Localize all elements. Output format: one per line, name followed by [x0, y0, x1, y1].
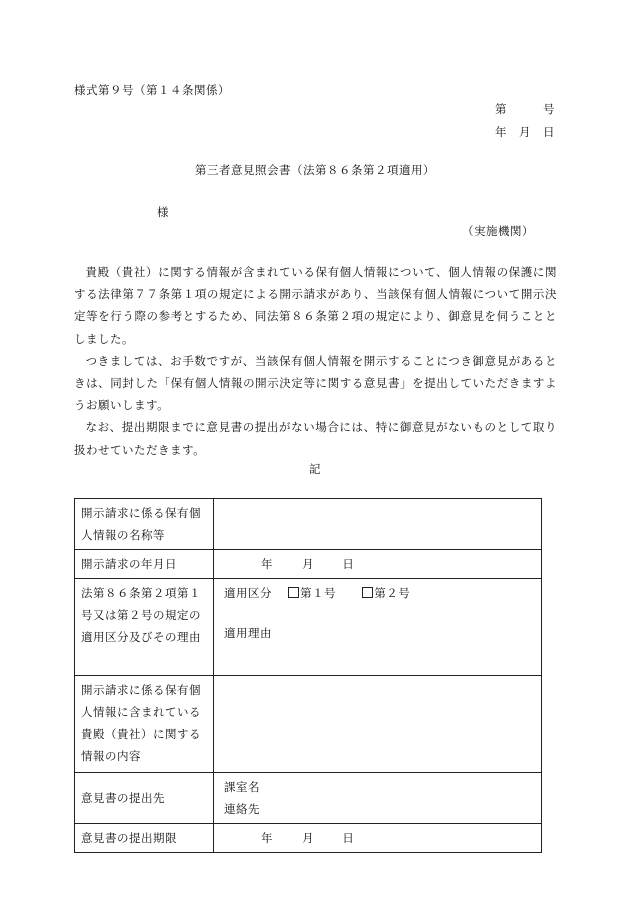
option-2-label: 第２号	[374, 586, 411, 600]
category-label: 適用区分	[224, 586, 272, 600]
table-row	[75, 499, 542, 550]
option-2[interactable]	[362, 586, 410, 600]
deadline-year: 年	[261, 831, 273, 845]
row-value-submission-deadline[interactable]	[214, 824, 542, 853]
row-label-submission-destination: 意見書の提出先	[75, 773, 214, 824]
table-row	[75, 773, 542, 824]
ki-heading: 記	[309, 462, 321, 476]
table-row	[75, 676, 542, 773]
row-label-application-category: 法第８６条第２項第１号又は第２号の規定の適用区分及びその理由	[75, 579, 214, 676]
row-label-info-name: 開示請求に係る保有個人情報の名称等	[75, 499, 214, 550]
row-label-info-content: 開示請求に係る保有個人情報に含まれている貴殿（貴社）に関する情報の内容	[75, 676, 214, 773]
date-day: 日	[543, 125, 555, 139]
request-date-year: 年	[261, 557, 273, 571]
paragraph-1: 貴殿（貴社）に関する情報が含まれている保有個人情報について、個人情報の保護に関する法律第７７条第１項の規定による開示請求があり、当該保有個人情報について開示決定等を行う際の参考とするため、同法第８６条第２項の規定により、御意見を伺うこととしました。	[74, 265, 557, 346]
deadline-month: 月	[302, 831, 315, 845]
row-label-submission-deadline: 意見書の提出期限	[75, 824, 214, 853]
implementing-agency: （実施機関）	[462, 224, 534, 238]
paragraph-2: つきましては、お手数ですが、当該保有個人情報を開示することにつき御意見があるときは、同封した「保有個人情報の開示決定等に関する意見書」を提出していただきますようお願いします。	[74, 353, 557, 413]
request-date-day: 日	[342, 557, 355, 571]
number-suffix: 号	[543, 102, 555, 116]
row-label-request-date: 開示請求の年月日	[75, 550, 214, 579]
row-value-info-content[interactable]	[214, 676, 542, 773]
number-prefix: 第	[495, 102, 507, 116]
option-1-label: 第１号	[300, 586, 337, 600]
deadline-day: 日	[342, 831, 355, 845]
form-number: 様式第９号（第１４条関係）	[74, 83, 230, 97]
option-1[interactable]	[288, 586, 336, 600]
date-month: 月	[519, 125, 531, 139]
row-value-submission-destination	[214, 773, 542, 824]
row-value-info-name[interactable]	[214, 499, 542, 550]
table-row	[75, 824, 542, 853]
contact-label: 連絡先	[224, 802, 260, 816]
request-date-month: 月	[302, 557, 315, 571]
body-text	[74, 261, 557, 461]
table-row	[75, 579, 542, 676]
date-year: 年	[495, 125, 507, 139]
addressee-suffix: 様	[157, 205, 169, 219]
reason-label: 適用理由	[224, 626, 272, 640]
document-title: 第三者意見照会書（法第８６条第２項適用）	[195, 163, 435, 177]
inquiry-table	[74, 498, 542, 853]
row-value-request-date[interactable]	[214, 550, 542, 579]
category-line	[224, 582, 531, 604]
department-label: 課室名	[224, 780, 260, 794]
row-value-application-category	[214, 579, 542, 676]
checkbox-icon[interactable]	[362, 587, 373, 598]
table-row	[75, 550, 542, 579]
checkbox-icon[interactable]	[288, 587, 299, 598]
paragraph-3: なお、提出期限までに意見書の提出がない場合には、特に御意見がないものとして取り扱わせていただきます。	[74, 420, 557, 457]
